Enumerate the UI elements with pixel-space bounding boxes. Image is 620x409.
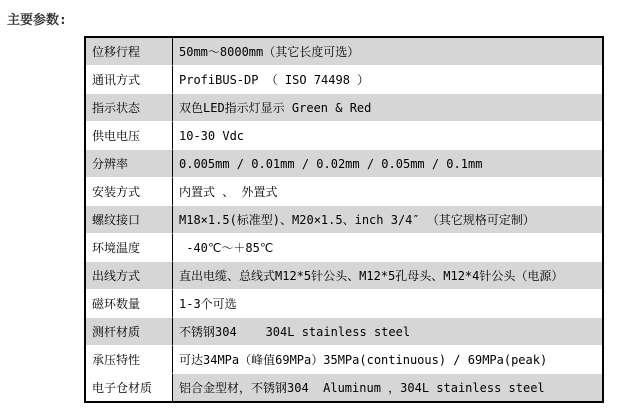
table-row [86, 66, 602, 94]
table-row [86, 374, 602, 401]
parameters-table [84, 36, 604, 403]
param-value-cell: ProfiBUS-DP （ ISO 74498 ） [173, 66, 602, 94]
param-label-cell: 测杆材质 [86, 318, 173, 346]
param-value-cell: 直出电缆、总线式M12*5针公头、M12*5孔母头、M12*4针公头（电源） [173, 262, 602, 290]
param-value-cell: 铝合金型材，不锈钢304 Aluminum ，304L stainless steel [173, 374, 602, 401]
param-label-cell: 磁环数量 [86, 290, 173, 318]
param-label-cell: 分辨率 [86, 150, 173, 178]
table-row [86, 346, 602, 374]
param-label-cell: 电子仓材质 [86, 374, 173, 401]
param-label-cell: 安装方式 [86, 178, 173, 206]
table-row [86, 290, 602, 318]
param-label-cell: 通讯方式 [86, 66, 173, 94]
param-value-cell: 双色LED指示灯显示 Green & Red [173, 94, 602, 122]
table-row [86, 206, 602, 234]
param-label-cell: 承压特性 [86, 346, 173, 374]
param-value-cell: 不锈钢304 304L stainless steel [173, 318, 602, 346]
page-title: 主要参数: [7, 13, 67, 28]
param-value-cell: 可达34MPa（峰值69MPa）35MPa(continuous) / 69MPa(peak) [173, 346, 602, 374]
table-row [86, 318, 602, 346]
param-label-cell: 位移行程 [86, 38, 173, 66]
param-label-cell: 螺纹接口 [86, 206, 173, 234]
table-row [86, 178, 602, 206]
param-value-cell: 10-30 Vdc [173, 122, 602, 150]
table-row [86, 262, 602, 290]
param-label-cell: 出线方式 [86, 262, 173, 290]
param-label-cell: 供电电压 [86, 122, 173, 150]
param-value-cell: 0.005mm / 0.01mm / 0.02mm / 0.05mm / 0.1mm [173, 150, 602, 178]
table-row [86, 234, 602, 262]
table-row [86, 122, 602, 150]
table-row [86, 38, 602, 66]
table-row [86, 150, 602, 178]
param-value-cell: 50mm～8000mm（其它长度可选） [173, 38, 602, 66]
table-row [86, 94, 602, 122]
param-label-cell: 环境温度 [86, 234, 173, 262]
param-value-cell: 内置式 、 外置式 [173, 178, 602, 206]
param-label-cell: 指示状态 [86, 94, 173, 122]
param-value-cell: M18×1.5(标准型)、M20×1.5、inch 3/4″ （其它规格可定制） [173, 206, 602, 234]
param-value-cell: 1-3个可选 [173, 290, 602, 318]
param-value-cell: -40℃～＋85℃ [173, 234, 602, 262]
